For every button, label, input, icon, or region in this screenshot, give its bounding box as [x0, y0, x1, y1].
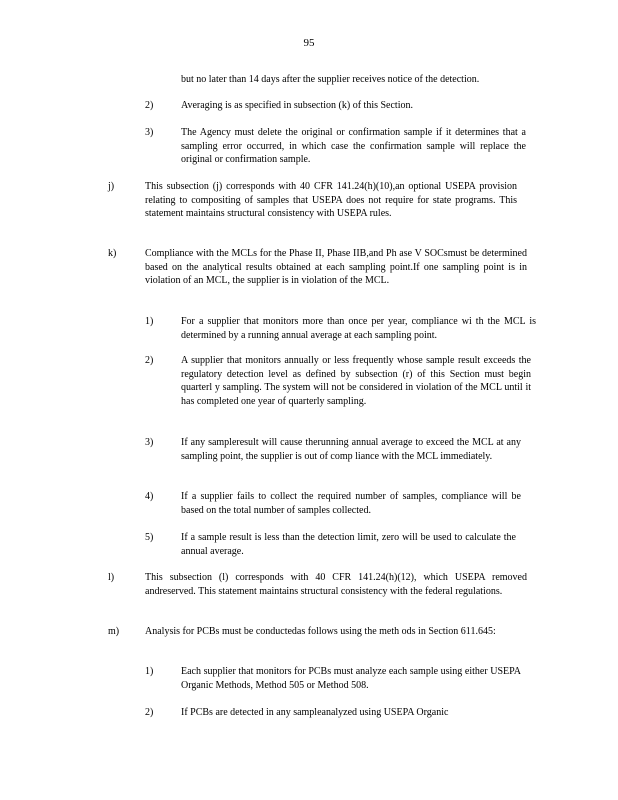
paragraph-text: but no later than 14 days after the supplier receives notice of the detection.	[181, 74, 480, 85]
item-label: 4)	[145, 491, 154, 502]
item-label: 3)	[145, 437, 154, 448]
subsection-label: m)	[108, 626, 120, 637]
item-label: 5)	[145, 532, 154, 543]
subsection-label: j)	[108, 181, 115, 192]
item-text: The Agency must delete the original or confirmation sample if it determines that a sampling error occurred, in which case the confirmation sample will replace the original or confirmation sample.	[181, 127, 526, 165]
item-text: If PCBs are detected in any sampleanalyzed using USEPA Organic	[181, 707, 449, 718]
subsection-label: l)	[108, 572, 115, 583]
item-label: 2)	[145, 100, 154, 111]
item-label: 3)	[145, 127, 154, 138]
item-text: If a supplier fails to collect the required number of samples, compliance will be based on the total number of samples collected.	[181, 491, 521, 516]
subsection-text: This subsection (j) corresponds with 40 CFR 141.24(h)(10),an optional USEPA provision relating to compositing of samples that USEPA does not require for state programs. This statement maintains structural consistency with USEPA rules.	[145, 181, 517, 219]
item-label: 2)	[145, 355, 154, 366]
item-label: 1)	[145, 666, 154, 677]
item-text: Each supplier that monitors for PCBs must analyze each sample using either USEPA Organic Methods, Method 505 or Method 508.	[181, 666, 521, 691]
item-text: Averaging is as specified in subsection (k) of this Section.	[181, 100, 413, 111]
item-text: A supplier that monitors annually or less frequently whose sample result exceeds the regulatory detection level as defined by subsection (r) of this Section must begin quarterl y sampling. The system will not be considered in violation of the MCL until it has completed one year of quarterly sampling.	[181, 355, 531, 407]
subsection-text: Compliance with the MCLs for the Phase II, Phase IIB,and Ph ase V SOCsmust be determined based on the analytical results obtained at each sampling point.If one sampling point is in violation of an MCL, the supplier is in violation of the MCL.	[145, 248, 527, 286]
item-text: If a sample result is less than the detection limit, zero will be used to calculate the annual average.	[181, 532, 516, 557]
item-label: 1)	[145, 316, 154, 327]
item-text: If any sampleresult will cause therunning annual average to exceed the MCL at any sampling point, the supplier is out of comp liance with the MCL immediately.	[181, 437, 521, 462]
subsection-text: This subsection (l) corresponds with 40 CFR 141.24(h)(12), which USEPA removed andreserved. This statement maintains structural consistency with the federal regulations.	[145, 572, 527, 597]
subsection-text: Analysis for PCBs must be conductedas follows using the meth ods in Section 611.645:	[145, 626, 496, 637]
subsection-label: k)	[108, 248, 117, 259]
item-label: 2)	[145, 707, 154, 718]
page-number: 95	[303, 37, 315, 49]
item-text: For a supplier that monitors more than once per year, compliance wi th the MCL is determined by a running annual average at each sampling point.	[181, 316, 536, 341]
